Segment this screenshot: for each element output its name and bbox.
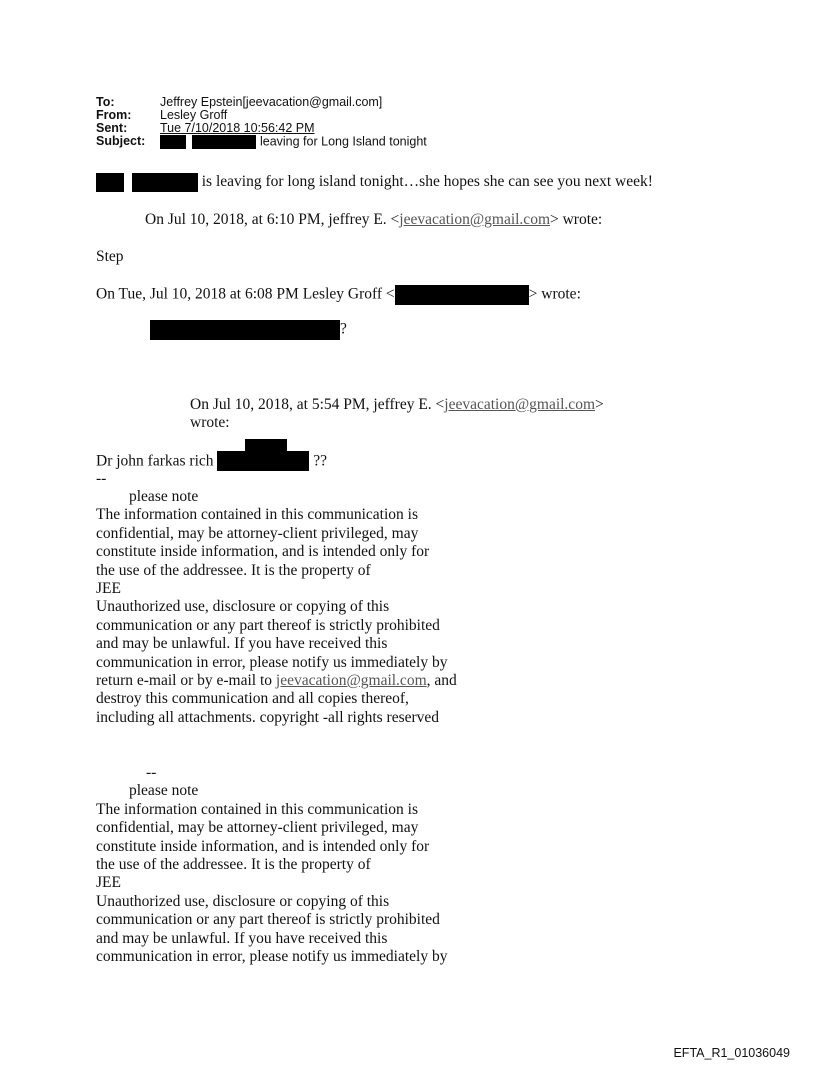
to-label: To: [96, 95, 115, 109]
redaction-block [245, 439, 287, 451]
quote3-email-link[interactable]: jeevacation@gmail.com [444, 396, 595, 413]
quote1-attribution [145, 211, 602, 229]
quote1-email-link[interactable]: jeevacation@gmail.com [399, 211, 550, 228]
quote1-suffix: > wrote: [550, 211, 603, 228]
quote1-prefix: On Jul 10, 2018, at 6:10 PM, jeffrey E. < [145, 211, 400, 228]
disclaimer-line: confidential, may be attorney-client privileged, may [96, 524, 419, 542]
redaction-block [96, 173, 124, 192]
disclaimer-1 [96, 488, 496, 727]
disclaimer-line: constitute inside information, and is intended only for [96, 837, 430, 855]
sent-label: Sent: [96, 121, 128, 135]
dr-prefix: Dr john farkas rich [96, 452, 214, 470]
to-value: Jeffrey Epstein[jeevacation@gmail.com] [160, 95, 383, 109]
quote2-prefix: On Tue, Jul 10, 2018 at 6:08 PM Lesley Groff < [96, 285, 395, 303]
disclaimer-line: constitute inside information, and is intended only for [96, 543, 430, 561]
quote2-suffix: > wrote: [528, 285, 581, 303]
disclaimer-line: destroy this communication and all copies thereof, [96, 690, 409, 708]
redaction-block [217, 451, 309, 471]
return-prefix: return e-mail or by e-mail to [96, 672, 276, 690]
redaction-block [150, 320, 340, 340]
disclaimer-line: communication or any part thereof is strictly prohibited [96, 911, 440, 929]
signature-dashes: -- [96, 470, 107, 487]
disclaimer-line: communication or any part thereof is strictly prohibited [96, 616, 440, 634]
subject-value-wrap [160, 135, 427, 149]
disclaimer-line: the use of the addressee. It is the property of [96, 561, 371, 579]
step-text: Step [96, 248, 124, 265]
dr-line [96, 452, 327, 472]
quote3-suffix: > [595, 396, 604, 413]
disclaimer-line: confidential, may be attorney-client privileged, may [96, 819, 419, 837]
from-label: From: [96, 108, 132, 122]
disclaimer-line: Unauthorized use, disclosure or copying of this [96, 598, 390, 616]
subject-value: leaving for Long Island tonight [259, 134, 427, 149]
disclaimer-email-link[interactable]: jeevacation@gmail.com [275, 672, 427, 690]
redaction-block [132, 173, 198, 192]
disclaimer-line: communication in error, please notify us immediately by [96, 948, 448, 966]
redaction-block [395, 285, 529, 305]
quote2-attribution [96, 285, 581, 305]
signature-dashes: -- [146, 764, 157, 781]
please-note: please note [129, 782, 199, 800]
disclaimer-line: and may be unlawful. If you have received this [96, 929, 388, 947]
from-value: Lesley Groff [160, 108, 228, 122]
disclaimer-line: and may be unlawful. If you have received this [96, 635, 388, 653]
disclaimer-line: Unauthorized use, disclosure or copying of this [96, 892, 390, 910]
disclaimer-2 [96, 764, 496, 966]
question-mark: ? [340, 320, 347, 338]
disclaimer-line: The information contained in this communication is [96, 506, 418, 524]
disclaimer-line: including all attachments. copyright -all rights reserved [96, 708, 440, 726]
sent-value: Tue 7/10/2018 10:56:42 PM [160, 121, 315, 135]
body-message: is leaving for long island tonight…she hopes she can see you next week! [201, 173, 653, 191]
redacted-question [150, 320, 347, 340]
disclaimer-line: The information contained in this communication is [96, 800, 418, 818]
quote3-prefix: On Jul 10, 2018, at 5:54 PM, jeffrey E. < [190, 396, 445, 413]
disclaimer-line: JEE [96, 580, 121, 598]
redaction-block [160, 135, 186, 149]
body-first-line [96, 173, 653, 192]
redaction-block [192, 135, 256, 149]
quote3-wrote: wrote: [190, 414, 230, 431]
disclaimer-line: JEE [96, 874, 121, 892]
disclaimer-line: communication in error, please notify us immediately by [96, 653, 448, 671]
dr-suffix: ?? [313, 452, 328, 470]
please-note: please note [129, 488, 199, 505]
subject-label: Subject: [96, 134, 146, 148]
return-suffix: , and [426, 672, 457, 690]
bates-number: EFTA_R1_01036049 [673, 1046, 790, 1060]
disclaimer-line: the use of the addressee. It is the property of [96, 856, 371, 874]
quote3-attribution [190, 396, 604, 414]
disclaimer-return-line [96, 672, 496, 690]
